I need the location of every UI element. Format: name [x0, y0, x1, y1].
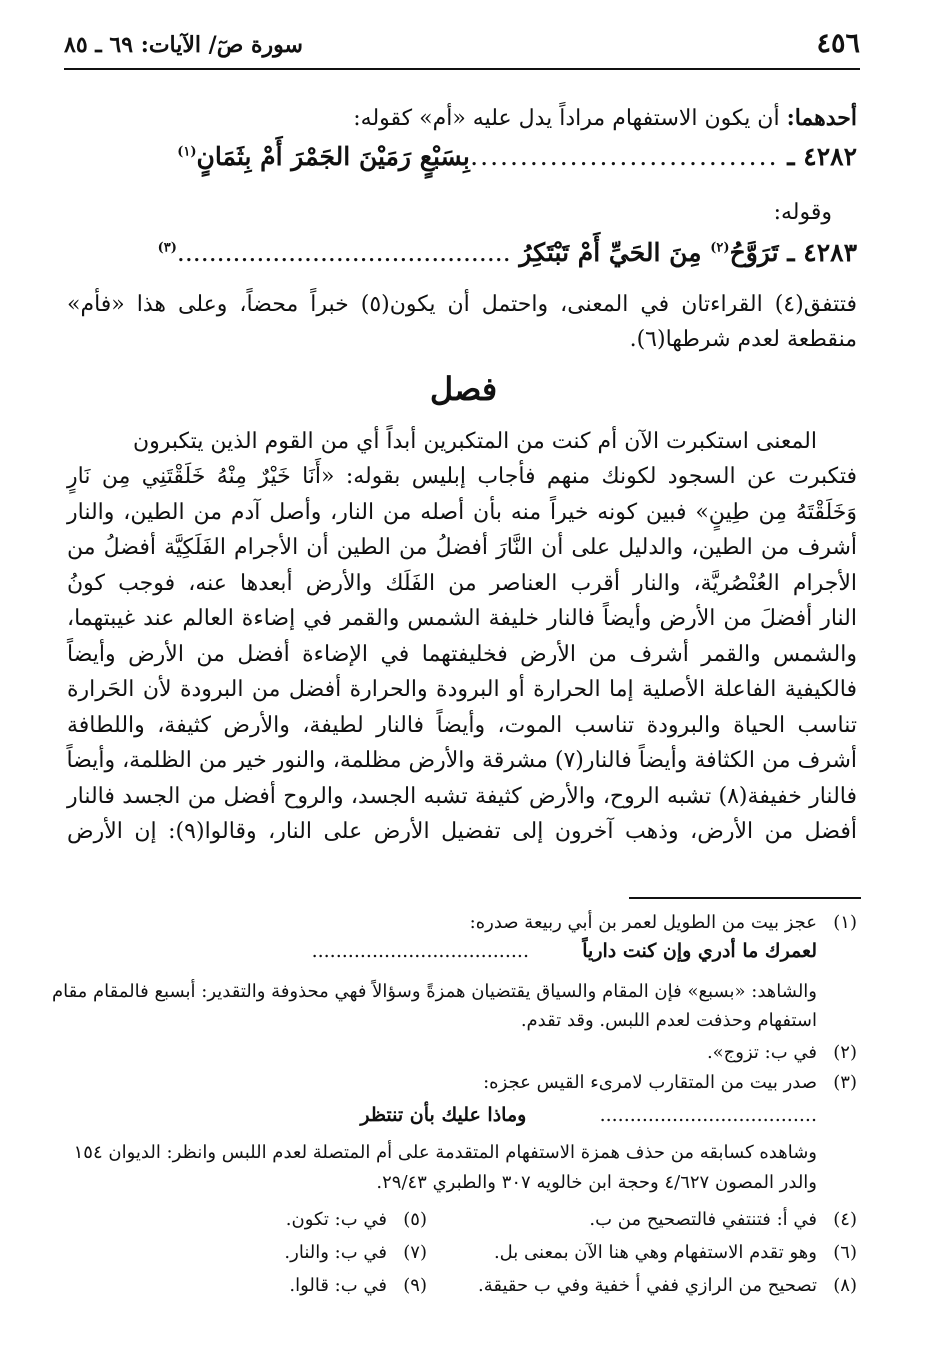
body-line: الأجرام العُنْصُريَّة، والنار أقرب العناصر من الفَلَك والأرض أبعدها عنه، فوجب كونُ [67, 571, 857, 596]
footnote-6-text: وهو تقدم الاستفهام وهي هنا الآن بمعنى بل. [493, 1242, 817, 1263]
running-title: سورة صٓ/ الآيات: ٦٩ ـ ٨٥ [64, 32, 303, 58]
verse-4283-note-a: (٢) [710, 240, 730, 256]
body-line: تناسب الحياة والبرودة تناسب الموت، وأيضاً فالنار لطيفة، والأرض كثيفة، واللطافة [67, 713, 857, 738]
body-line: أفضل من الأرض، وذهب آخرون إلى تفضيل الأرض على النار، وقالوا(٩): إن الأرض [67, 819, 858, 844]
section-heading: فصل [429, 370, 498, 408]
footnote-3-line-4: والدر المصون ٤/٦٢٧ وحجة ابن خالويه ٣٠٧ والطبري ٢٩/٤٣. [376, 1172, 817, 1193]
verse-4282-dots: ............................... [470, 142, 779, 171]
footnote-1-verse-dots: .................................... [311, 940, 529, 962]
footnote-8-number: (٨) [833, 1275, 857, 1296]
intro-line [67, 103, 857, 134]
verse-4282 [67, 142, 857, 172]
running-header [64, 28, 860, 64]
body-line: وَخَلَقْتَهُ مِن طِينٍ» فبين كونه خيراً منه بأن أصله من النار، وأصل آدم من الطين، والنار [67, 500, 857, 525]
verse-4283-dots: .......................................... [176, 238, 511, 267]
footnote-2-number: (٢) [833, 1042, 857, 1063]
footnote-5-number: (٥) [403, 1209, 427, 1230]
footnote-1-line-4: استفهام وحذفت لعدم اللبس. وقد تقدم. [520, 1010, 817, 1031]
footnote-1-line-1: عجز بيت من الطويل لعمر بن أبي ربيعة صدره: [469, 912, 817, 933]
header-rule [64, 68, 860, 70]
footnote-3-verse-text: وماذا عليك بأن تنتظر [360, 1104, 527, 1126]
body-line: والشمس والقمر أشرف من الأرض فخليفتهما في الإضاءة أفضل من الأرض وأيضاً [67, 642, 857, 667]
footnote-8-text: تصحيح من الرازي ففي أ خفية وفي ب حقيقة. [477, 1275, 817, 1296]
footnote-7-text: في ب: والنار. [284, 1242, 387, 1263]
verse-4283-note-b: (٣) [157, 240, 177, 256]
verse-4282-note: (١) [177, 144, 197, 160]
verse-4283-text-b: مِنَ الحَيِّ أَمْ تَبْتَكِرُ [519, 238, 702, 267]
conclusion-line-1: فتتفق(٤) القراءتان في المعنى، واحتمل أن يكون(٥) خبراً محضاً، وعلى هذا «فأم» [67, 292, 857, 317]
verse-4283-text-a: تَرَوَّحُ [729, 238, 779, 267]
verse-4282-number: ٤٢٨٢ ـ [787, 142, 857, 171]
footnote-3-line-1: صدر بيت من المتقارب لامرىء القيس عجزه: [483, 1072, 817, 1093]
footnote-9-number: (٩) [403, 1275, 427, 1296]
verse-4282-text: بِسَبْعٍ رَمَيْنَ الجَمْرَ أَمْ بِثَمَانٍ [196, 142, 470, 171]
footnote-3-verse [360, 1102, 817, 1128]
footnote-9-text: في ب: قالوا. [289, 1275, 387, 1296]
conclusion-line-2: منقطعة لعدم شرطها(٦). [629, 327, 857, 352]
footnote-3-verse-dots: .................................... [599, 1104, 817, 1126]
footnote-7-number: (٧) [403, 1242, 427, 1263]
footnote-1-verse-text: لعمرك ما أدري وإن كنت دارياً [582, 940, 817, 962]
body-line: فتكبرت عن السجود لكونك منهم فأجاب إبليس بقوله: «أَنَا خَيْرٌ مِنْهُ خَلَقْتَنِي مِن نَارٍ [67, 464, 857, 489]
footnote-5-text: في ب: تكون. [285, 1209, 387, 1230]
footnote-rule [629, 897, 861, 899]
footnote-3-line-3: وشاهده كسابقه من حذف همزة الاستفهام المتقدمة على أم المتصلة لعدم اللبس وانظر: الديوان ١٥٤ [73, 1142, 817, 1163]
body-line: فالكيفية الفاعلة الأصلية إما الحرارة أو البرودة والحرارة أفضل من البرودة لأن الحَرارة [67, 677, 857, 702]
body-line: أشرف من الطين، والدليل على أن النَّارَ أفضلُ من الطين أن الأجرام الفَلَكِيَّة أفضلُ من [67, 535, 857, 560]
verse-4283 [67, 238, 857, 268]
footnote-6-number: (٦) [833, 1242, 857, 1263]
footnote-3-number: (٣) [833, 1072, 857, 1093]
body-line: المعنى استكبرت الآن أم كنت من المتكبرين أبداً أي من القوم الذين يتكبرون [132, 429, 817, 454]
footnote-1-number: (١) [833, 912, 857, 933]
body-line: النار أفضلَ من الأرض وأيضاً فالنار خليفة الشمس والقمر في إضاءة العالم عند غيبتهما، [67, 606, 857, 631]
intro-rest: أن يكون الاستفهام مراداً يدل عليه «أم» كقوله: [353, 106, 780, 131]
page-number: ٤٥٦ [816, 28, 860, 59]
and-his-saying: وقوله: [773, 200, 832, 225]
footnote-2-text: في ب: تزوج». [706, 1042, 817, 1063]
footnote-4-number: (٤) [833, 1209, 857, 1230]
footnote-1-verse [312, 938, 817, 964]
verse-4283-number: ٤٢٨٣ ـ [787, 238, 857, 267]
footnote-1-line-3: والشاهد: «بسبع» فإن المقام والسياق يقتضيان همزةً وسؤالاً فهي محذوفة والتقدير: أبسبع فالمقام مقام [51, 981, 817, 1002]
footnote-4-text: في أ: فتنتفي فالتصحيح من ب. [589, 1209, 817, 1230]
intro-lead: أحدهما: [786, 105, 857, 131]
body-line: فالنار خفيفة(٨) تشبه الروح، والأرض كثيفة تشبه الجسد، والروح أفضل من الجسد فالنار [67, 784, 857, 809]
body-line: أشرف من الكثافة وأيضاً فالنار(٧) مشرقة والأرض مظلمة، والنور خير من الظلمة، وأيضاً [66, 748, 857, 773]
